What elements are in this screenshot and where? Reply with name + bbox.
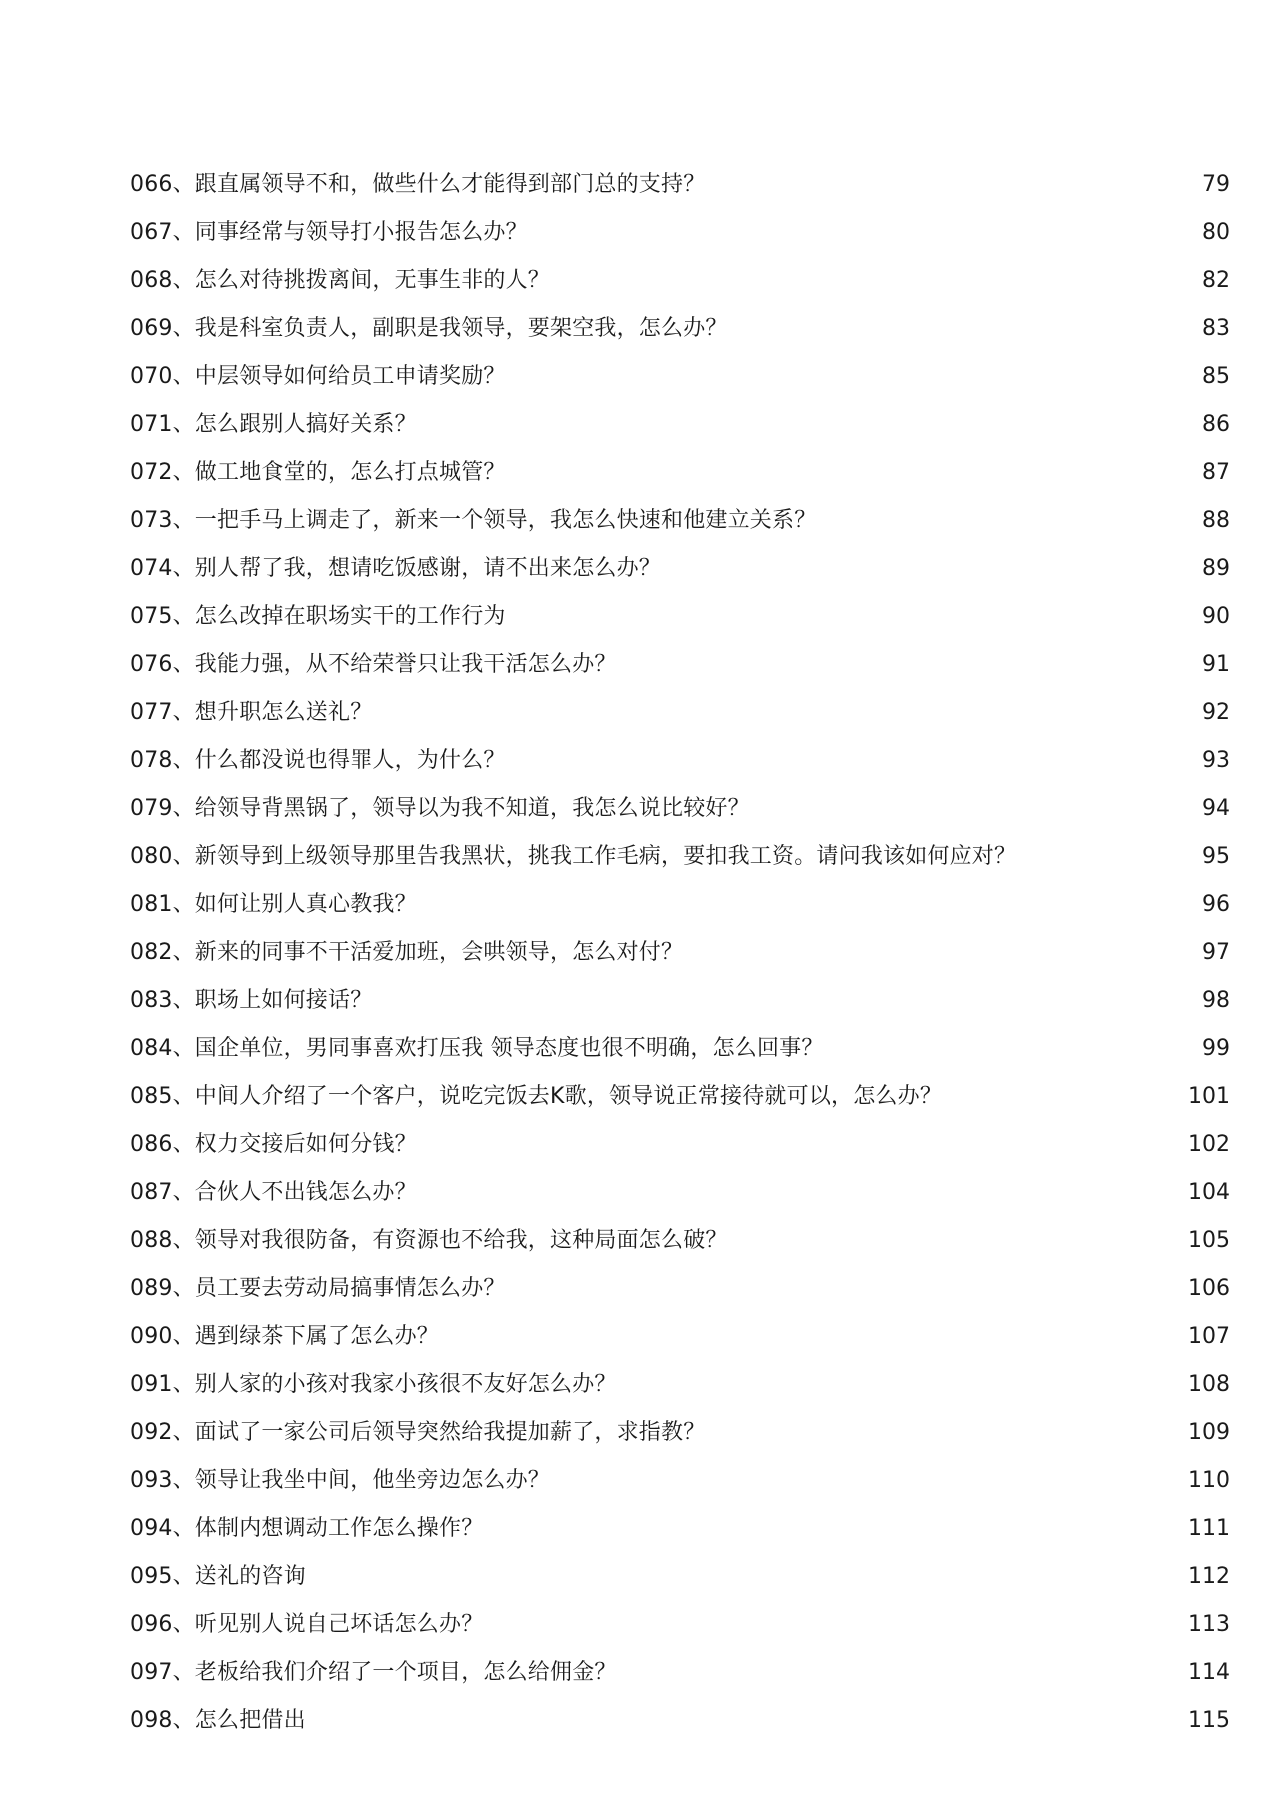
toc-entry-page-number: 114 <box>1188 1659 1230 1685</box>
toc-entry[interactable] <box>130 1504 1230 1552</box>
toc-entry-page-number: 96 <box>1202 891 1230 917</box>
toc-entry[interactable] <box>130 592 1230 640</box>
toc-entry-page-number: 106 <box>1188 1275 1230 1301</box>
toc-entry[interactable] <box>130 1072 1230 1120</box>
toc-entry-title: 076、我能力强，从不给荣誉只让我干活怎么办？ <box>130 651 617 677</box>
toc-entry-page-number: 109 <box>1188 1419 1230 1445</box>
toc-entry-title: 068、怎么对待挑拨离间，无事生非的人？ <box>130 267 550 293</box>
toc-entry-page-number: 112 <box>1188 1563 1230 1589</box>
toc-entry-title: 082、新来的同事不干活爱加班，会哄领导，怎么对付？ <box>130 939 684 965</box>
toc-entry[interactable] <box>130 1456 1230 1504</box>
toc-entry-title: 071、怎么跟别人搞好关系？ <box>130 411 417 437</box>
toc-entry-title: 066、跟直属领导不和，做些什么才能得到部门总的支持？ <box>130 171 706 197</box>
toc-entry[interactable] <box>130 880 1230 928</box>
toc-entry-title: 080、新领导到上级领导那里告我黑状，挑我工作毛病，要扣我工资。请问我该如何应对？ <box>130 843 1017 869</box>
toc-entry-page-number: 87 <box>1202 459 1230 485</box>
toc-entry[interactable] <box>130 1264 1230 1312</box>
toc-entry-title: 090、遇到绿茶下属了怎么办？ <box>130 1323 439 1349</box>
toc-entry[interactable] <box>130 1168 1230 1216</box>
toc-entry[interactable] <box>130 736 1230 784</box>
toc-entry-page-number: 90 <box>1202 603 1230 629</box>
toc-entry-page-number: 92 <box>1202 699 1230 725</box>
toc-entry[interactable] <box>130 976 1230 1024</box>
toc-entry-title: 097、老板给我们介绍了一个项目，怎么给佣金？ <box>130 1659 617 1685</box>
toc-entry-page-number: 88 <box>1202 507 1230 533</box>
toc-entry-title: 079、给领导背黑锅了，领导以为我不知道，我怎么说比较好？ <box>130 795 750 821</box>
toc-entry-page-number: 97 <box>1202 939 1230 965</box>
toc-entry-title: 087、合伙人不出钱怎么办？ <box>130 1179 417 1205</box>
toc-entry-page-number: 105 <box>1188 1227 1230 1253</box>
toc-entry-page-number: 108 <box>1188 1371 1230 1397</box>
toc-entry-page-number: 99 <box>1202 1035 1230 1061</box>
toc-entry-title: 067、同事经常与领导打小报告怎么办？ <box>130 219 528 245</box>
toc-entry-page-number: 102 <box>1188 1131 1230 1157</box>
toc-entry-page-number: 107 <box>1188 1323 1230 1349</box>
toc-entry-page-number: 86 <box>1202 411 1230 437</box>
toc-entry[interactable] <box>130 1408 1230 1456</box>
toc-entry[interactable] <box>130 448 1230 496</box>
toc-entry-page-number: 101 <box>1188 1083 1230 1109</box>
toc-entry[interactable] <box>130 1552 1230 1600</box>
toc-entry-title: 085、中间人介绍了一个客户，说吃完饭去K歌，领导说正常接待就可以，怎么办？ <box>130 1083 943 1109</box>
toc-entry-page-number: 82 <box>1202 267 1230 293</box>
table-of-contents <box>130 160 1230 1744</box>
toc-entry-title: 098、怎么把借出 <box>130 1707 306 1733</box>
toc-entry-page-number: 83 <box>1202 315 1230 341</box>
toc-entry[interactable] <box>130 256 1230 304</box>
toc-entry-page-number: 115 <box>1188 1707 1230 1733</box>
toc-entry-page-number: 98 <box>1202 987 1230 1013</box>
toc-entry[interactable] <box>130 496 1230 544</box>
toc-entry-page-number: 80 <box>1202 219 1230 245</box>
toc-entry-title: 069、我是科室负责人，副职是我领导，要架空我，怎么办？ <box>130 315 728 341</box>
toc-entry-title: 096、听见别人说自己坏话怎么办？ <box>130 1611 484 1637</box>
toc-entry-page-number: 113 <box>1188 1611 1230 1637</box>
toc-entry[interactable] <box>130 544 1230 592</box>
toc-entry-page-number: 95 <box>1202 843 1230 869</box>
toc-entry-page-number: 79 <box>1202 171 1230 197</box>
toc-entry-title: 091、别人家的小孩对我家小孩很不友好怎么办？ <box>130 1371 617 1397</box>
toc-entry-title: 078、什么都没说也得罪人，为什么？ <box>130 747 506 773</box>
toc-entry-title: 077、想升职怎么送礼？ <box>130 699 373 725</box>
toc-entry[interactable] <box>130 640 1230 688</box>
toc-entry-page-number: 91 <box>1202 651 1230 677</box>
toc-entry[interactable] <box>130 1216 1230 1264</box>
toc-entry-title: 073、一把手马上调走了，新来一个领导，我怎么快速和他建立关系？ <box>130 507 817 533</box>
toc-entry-page-number: 94 <box>1202 795 1230 821</box>
toc-entry-title: 084、国企单位，男同事喜欢打压我 领导态度也很不明确，怎么回事？ <box>130 1035 824 1061</box>
toc-entry[interactable] <box>130 1120 1230 1168</box>
toc-entry-page-number: 104 <box>1188 1179 1230 1205</box>
toc-entry-title: 075、怎么改掉在职场实干的工作行为 <box>130 603 506 629</box>
toc-entry-title: 086、权力交接后如何分钱？ <box>130 1131 417 1157</box>
toc-entry[interactable] <box>130 1360 1230 1408</box>
toc-entry[interactable] <box>130 160 1230 208</box>
toc-entry[interactable] <box>130 208 1230 256</box>
toc-entry-title: 083、职场上如何接话？ <box>130 987 373 1013</box>
toc-entry[interactable] <box>130 1312 1230 1360</box>
toc-entry[interactable] <box>130 928 1230 976</box>
toc-entry-title: 070、中层领导如何给员工申请奖励？ <box>130 363 506 389</box>
toc-entry[interactable] <box>130 304 1230 352</box>
toc-entry-title: 074、别人帮了我，想请吃饭感谢，请不出来怎么办？ <box>130 555 661 581</box>
toc-entry-title: 095、送礼的咨询 <box>130 1563 306 1589</box>
toc-entry-title: 072、做工地食堂的，怎么打点城管？ <box>130 459 506 485</box>
toc-entry[interactable] <box>130 1024 1230 1072</box>
toc-entry-page-number: 110 <box>1188 1467 1230 1493</box>
toc-entry[interactable] <box>130 1600 1230 1648</box>
toc-entry[interactable] <box>130 1648 1230 1696</box>
toc-entry[interactable] <box>130 352 1230 400</box>
toc-entry-title: 092、面试了一家公司后领导突然给我提加薪了，求指教？ <box>130 1419 706 1445</box>
toc-entry[interactable] <box>130 400 1230 448</box>
toc-entry-title: 094、体制内想调动工作怎么操作？ <box>130 1515 484 1541</box>
toc-entry[interactable] <box>130 1696 1230 1744</box>
toc-entry-page-number: 85 <box>1202 363 1230 389</box>
toc-entry-title: 088、领导对我很防备，有资源也不给我，这种局面怎么破？ <box>130 1227 728 1253</box>
toc-entry-title: 093、领导让我坐中间，他坐旁边怎么办？ <box>130 1467 550 1493</box>
toc-entry[interactable] <box>130 688 1230 736</box>
toc-entry-title: 089、员工要去劳动局搞事情怎么办？ <box>130 1275 506 1301</box>
toc-entry-title: 081、如何让别人真心教我？ <box>130 891 417 917</box>
toc-entry-page-number: 89 <box>1202 555 1230 581</box>
toc-entry-page-number: 111 <box>1188 1515 1230 1541</box>
toc-entry-page-number: 93 <box>1202 747 1230 773</box>
